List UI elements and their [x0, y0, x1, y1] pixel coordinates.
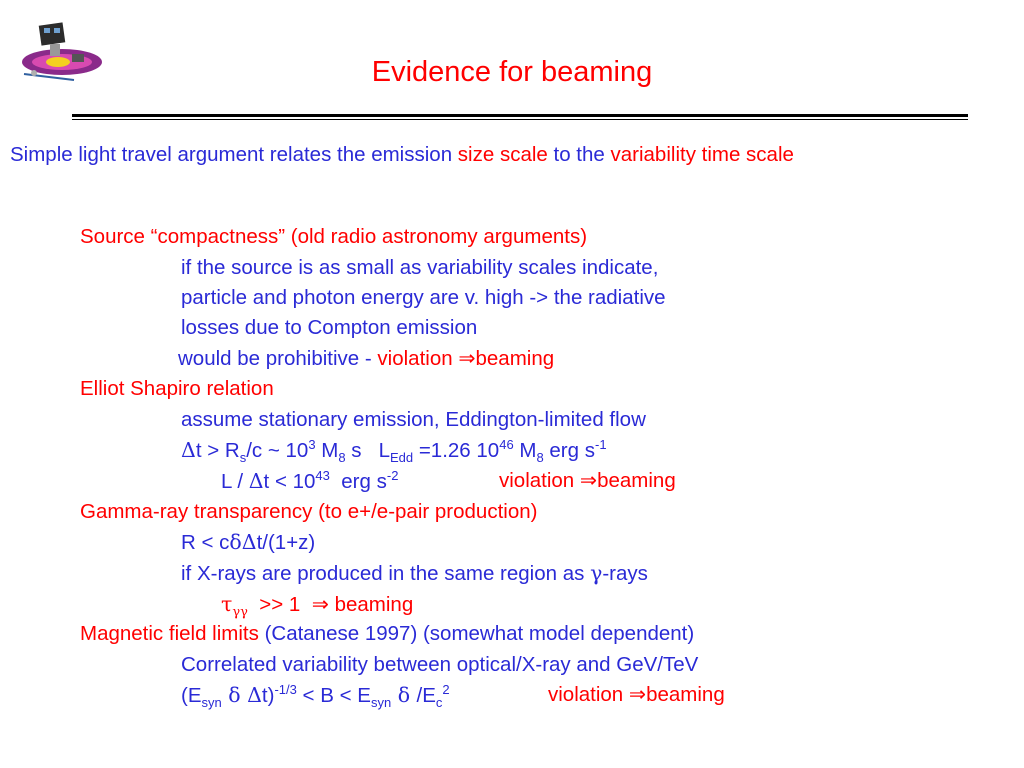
formula-text: R < c — [181, 531, 230, 554]
formula-text: -rays — [602, 562, 648, 585]
elliot-luminosity — [221, 468, 398, 495]
formula-text: t) — [261, 684, 275, 707]
formula-sup: -1 — [594, 437, 607, 453]
formula-sub: 8 — [338, 450, 346, 466]
formula-text: =1.26 10 — [413, 439, 500, 462]
compactness-violation: violation ⇒beaming — [377, 347, 555, 370]
elliot-line-1: assume stationary emission, Eddington-limited flow — [181, 408, 646, 431]
title-divider — [72, 114, 968, 117]
formula-text: t < 10 — [263, 470, 316, 493]
delta-small-symbol: δ — [229, 530, 242, 554]
formula-sub: syn — [201, 695, 222, 711]
title-divider-thin — [72, 119, 968, 120]
formula-text: /c ~ 10 — [246, 439, 309, 462]
compactness-heading: Source “compactness” (old radio astronomy arguments) — [80, 225, 588, 248]
formula-text: (E — [181, 684, 202, 707]
intro-text-1: Simple light travel argument relates the emission — [10, 143, 458, 166]
formula-sub: Edd — [390, 450, 414, 466]
magnetic-line-1: Correlated variability between optical/X-ray and GeV/TeV — [181, 653, 699, 676]
delta-symbol: Δ — [181, 438, 196, 462]
compactness-line-4 — [178, 346, 554, 372]
formula-sub: c — [435, 695, 443, 711]
magnetic-heading-blue: (Catanese 1997) (somewhat model dependent) — [258, 622, 695, 645]
formula-text: s L — [345, 439, 390, 462]
elliot-heading: Elliot Shapiro relation — [80, 377, 274, 400]
magnetic-formula — [181, 682, 450, 709]
formula-sup: 46 — [499, 437, 514, 453]
formula-text: /E — [416, 684, 436, 707]
delta-symbol: Δ — [241, 530, 257, 554]
formula-text: M — [513, 439, 537, 462]
delta-symbol: Δ — [247, 683, 262, 707]
formula-text: erg s — [543, 439, 595, 462]
formula-text: if X-rays are produced in the same region as — [181, 562, 591, 585]
compactness-line-1: if the source is as small as variability scales indicate, — [181, 256, 659, 279]
compactness-line-3: losses due to Compton emission — [181, 316, 478, 339]
compactness-prohibitive: would be prohibitive - — [178, 347, 378, 370]
delta-small-symbol: δ — [391, 683, 417, 707]
intro-text-2: to the — [547, 143, 611, 166]
formula-sup: -1/3 — [274, 682, 297, 698]
formula-text: < B < E — [296, 684, 371, 707]
formula-text: erg s — [329, 470, 387, 493]
formula-sup: -2 — [386, 468, 399, 484]
slide-title: Evidence for beaming — [371, 56, 653, 88]
delta-small-symbol: δ — [221, 683, 248, 707]
formula-text: >> 1 ⇒ beaming — [247, 593, 414, 616]
tau-symbol: τ — [221, 592, 233, 616]
gamma-opacity-formula — [221, 591, 414, 621]
formula-text: t > R — [195, 439, 240, 462]
formula-text: L / — [221, 470, 249, 493]
elliot-formula — [181, 437, 607, 464]
gamma-xray-line — [181, 560, 648, 587]
formula-sup: 3 — [308, 437, 316, 453]
intro-size-scale: size scale — [457, 143, 548, 166]
magnetic-violation: violation ⇒beaming — [548, 683, 725, 706]
formula-text: M — [315, 439, 339, 462]
magnetic-heading — [80, 621, 694, 647]
gamma-heading: Gamma-ray transparency (to e+/e-pair production) — [80, 500, 538, 523]
formula-text: t/(1+z) — [256, 531, 316, 554]
magnetic-heading-red: Magnetic field limits — [80, 622, 259, 645]
compactness-line-2: particle and photon energy are v. high -> the radiative — [181, 286, 666, 309]
formula-sub: s — [239, 450, 247, 466]
formula-sup: 2 — [442, 682, 450, 698]
intro-variability-time-scale: variability time scale — [610, 143, 794, 166]
gamma-symbol: γ — [590, 561, 603, 585]
intro-statement — [10, 143, 794, 167]
formula-sub: γγ — [232, 605, 248, 621]
formula-sub: 8 — [536, 450, 544, 466]
gamma-radius-formula — [181, 529, 315, 556]
delta-symbol: Δ — [248, 469, 264, 493]
formula-sup: 43 — [315, 468, 330, 484]
formula-sub: syn — [370, 695, 392, 711]
elliot-violation: violation ⇒beaming — [499, 469, 676, 492]
